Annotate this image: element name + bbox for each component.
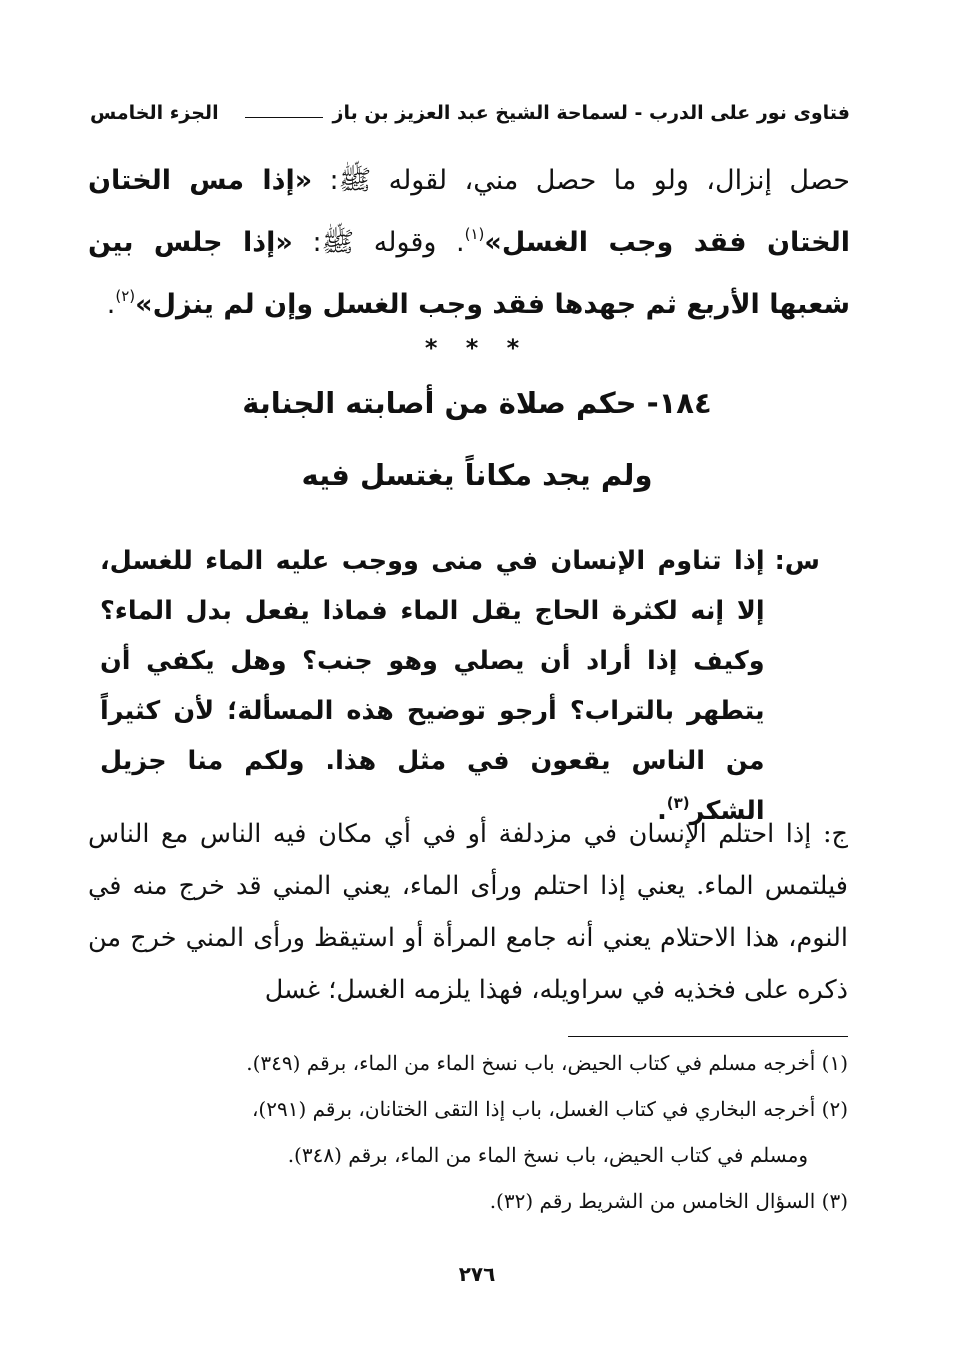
footnote-divider	[568, 1036, 848, 1037]
footnote-2-continuation: ومسلم في كتاب الحيض، باب نسخ الماء من الماء، برقم (٣٤٨).	[287, 1143, 808, 1167]
footnote-text: أخرجه مسلم في كتاب الحيض، باب نسخ الماء من الماء، برقم (٣٤٩).	[246, 1051, 816, 1075]
question-block	[100, 536, 820, 836]
footnotes	[100, 1040, 848, 1224]
running-header	[90, 96, 850, 130]
question-text-wrapper	[100, 536, 765, 836]
footnote-marker: (٣)	[821, 1189, 848, 1213]
fatwa-title-line-2: ولم يجد مكاناً يغتسل فيه	[301, 458, 653, 492]
answer-text: إذا احتلم الإنسان في مزدلفة أو في أي مكان فيه الناس مع الناس فيلتمس الماء. يعني إذا احتلم ورأى الماء، يعني المني قد خرج منه في النوم، هذا الاحتلام يعني أنه جامع المرأة أو استيقظ ورأى المني خرج من ذكره على فخذيه في سراويله، فهذا يلزمه الغسل؛ غسل	[88, 819, 848, 1005]
answer-paragraph	[88, 808, 848, 1016]
hadith-quote-1: «إذا مس الختان الختان فقد وجب الغسل»	[88, 165, 851, 258]
footnote-3	[100, 1178, 848, 1224]
footnote-text: السؤال الخامس من الشريط رقم (٣٢).	[489, 1189, 816, 1213]
footnote-ref-3: (٣)	[666, 793, 690, 812]
header-dash-rule	[245, 117, 323, 118]
footnote-text: أخرجه البخاري في كتاب الغسل، باب إذا التقى الختانان، برقم (٢٩١)،	[251, 1097, 816, 1121]
question-text: إذا تناوم الإنسان في منى ووجب عليه الماء للغسل، إلا إنه لكثرة الحاج يقل الماء فماذا يفعل بدل الماء؟ وكيف إذا أراد أن يصلي وهو جنب؟ وهل يكفي أن يتطهر بالتراب؟ أرجو توضيح هذه المسألة؛ لأن كثيراً من الناس يقعون في مثل هذا. ولكم منا جزيل الشكر	[100, 546, 765, 826]
intro-text-1: حصل إنزال، ولو ما حصل مني، لقوله ﷺ:	[312, 165, 850, 196]
footnote-1	[100, 1040, 848, 1086]
book-title: فتاوى نور على الدرب - لسماحة الشيخ عبد العزيز بن باز	[332, 102, 850, 124]
intro-text-3: .	[106, 289, 116, 320]
footnote-ref-2: (٢)	[115, 287, 136, 305]
footnote-2	[100, 1086, 848, 1132]
section-separator: * * *	[424, 334, 530, 362]
question-end: .	[657, 796, 667, 826]
hadith-quote-2: «إذا جلس بين شعبها الأربع ثم جهدها فقد وجب الغسل وإن لم ينزل»	[88, 227, 850, 320]
fatwa-title-line-1: ١٨٤- حكم صلاة من أصابته الجنابة	[242, 386, 712, 420]
intro-paragraph	[88, 150, 850, 336]
volume-label: الجزء الخامس	[90, 102, 219, 124]
page-number: ٢٧٦	[458, 1262, 496, 1286]
footnote-ref-1: (١)	[464, 225, 485, 243]
answer-marker: ج:	[822, 819, 849, 849]
footnote-marker: (١)	[821, 1051, 848, 1075]
intro-text-2: . وقوله ﷺ:	[292, 227, 465, 258]
question-marker: س:	[774, 546, 820, 576]
footnote-marker: (٢)	[821, 1097, 848, 1121]
